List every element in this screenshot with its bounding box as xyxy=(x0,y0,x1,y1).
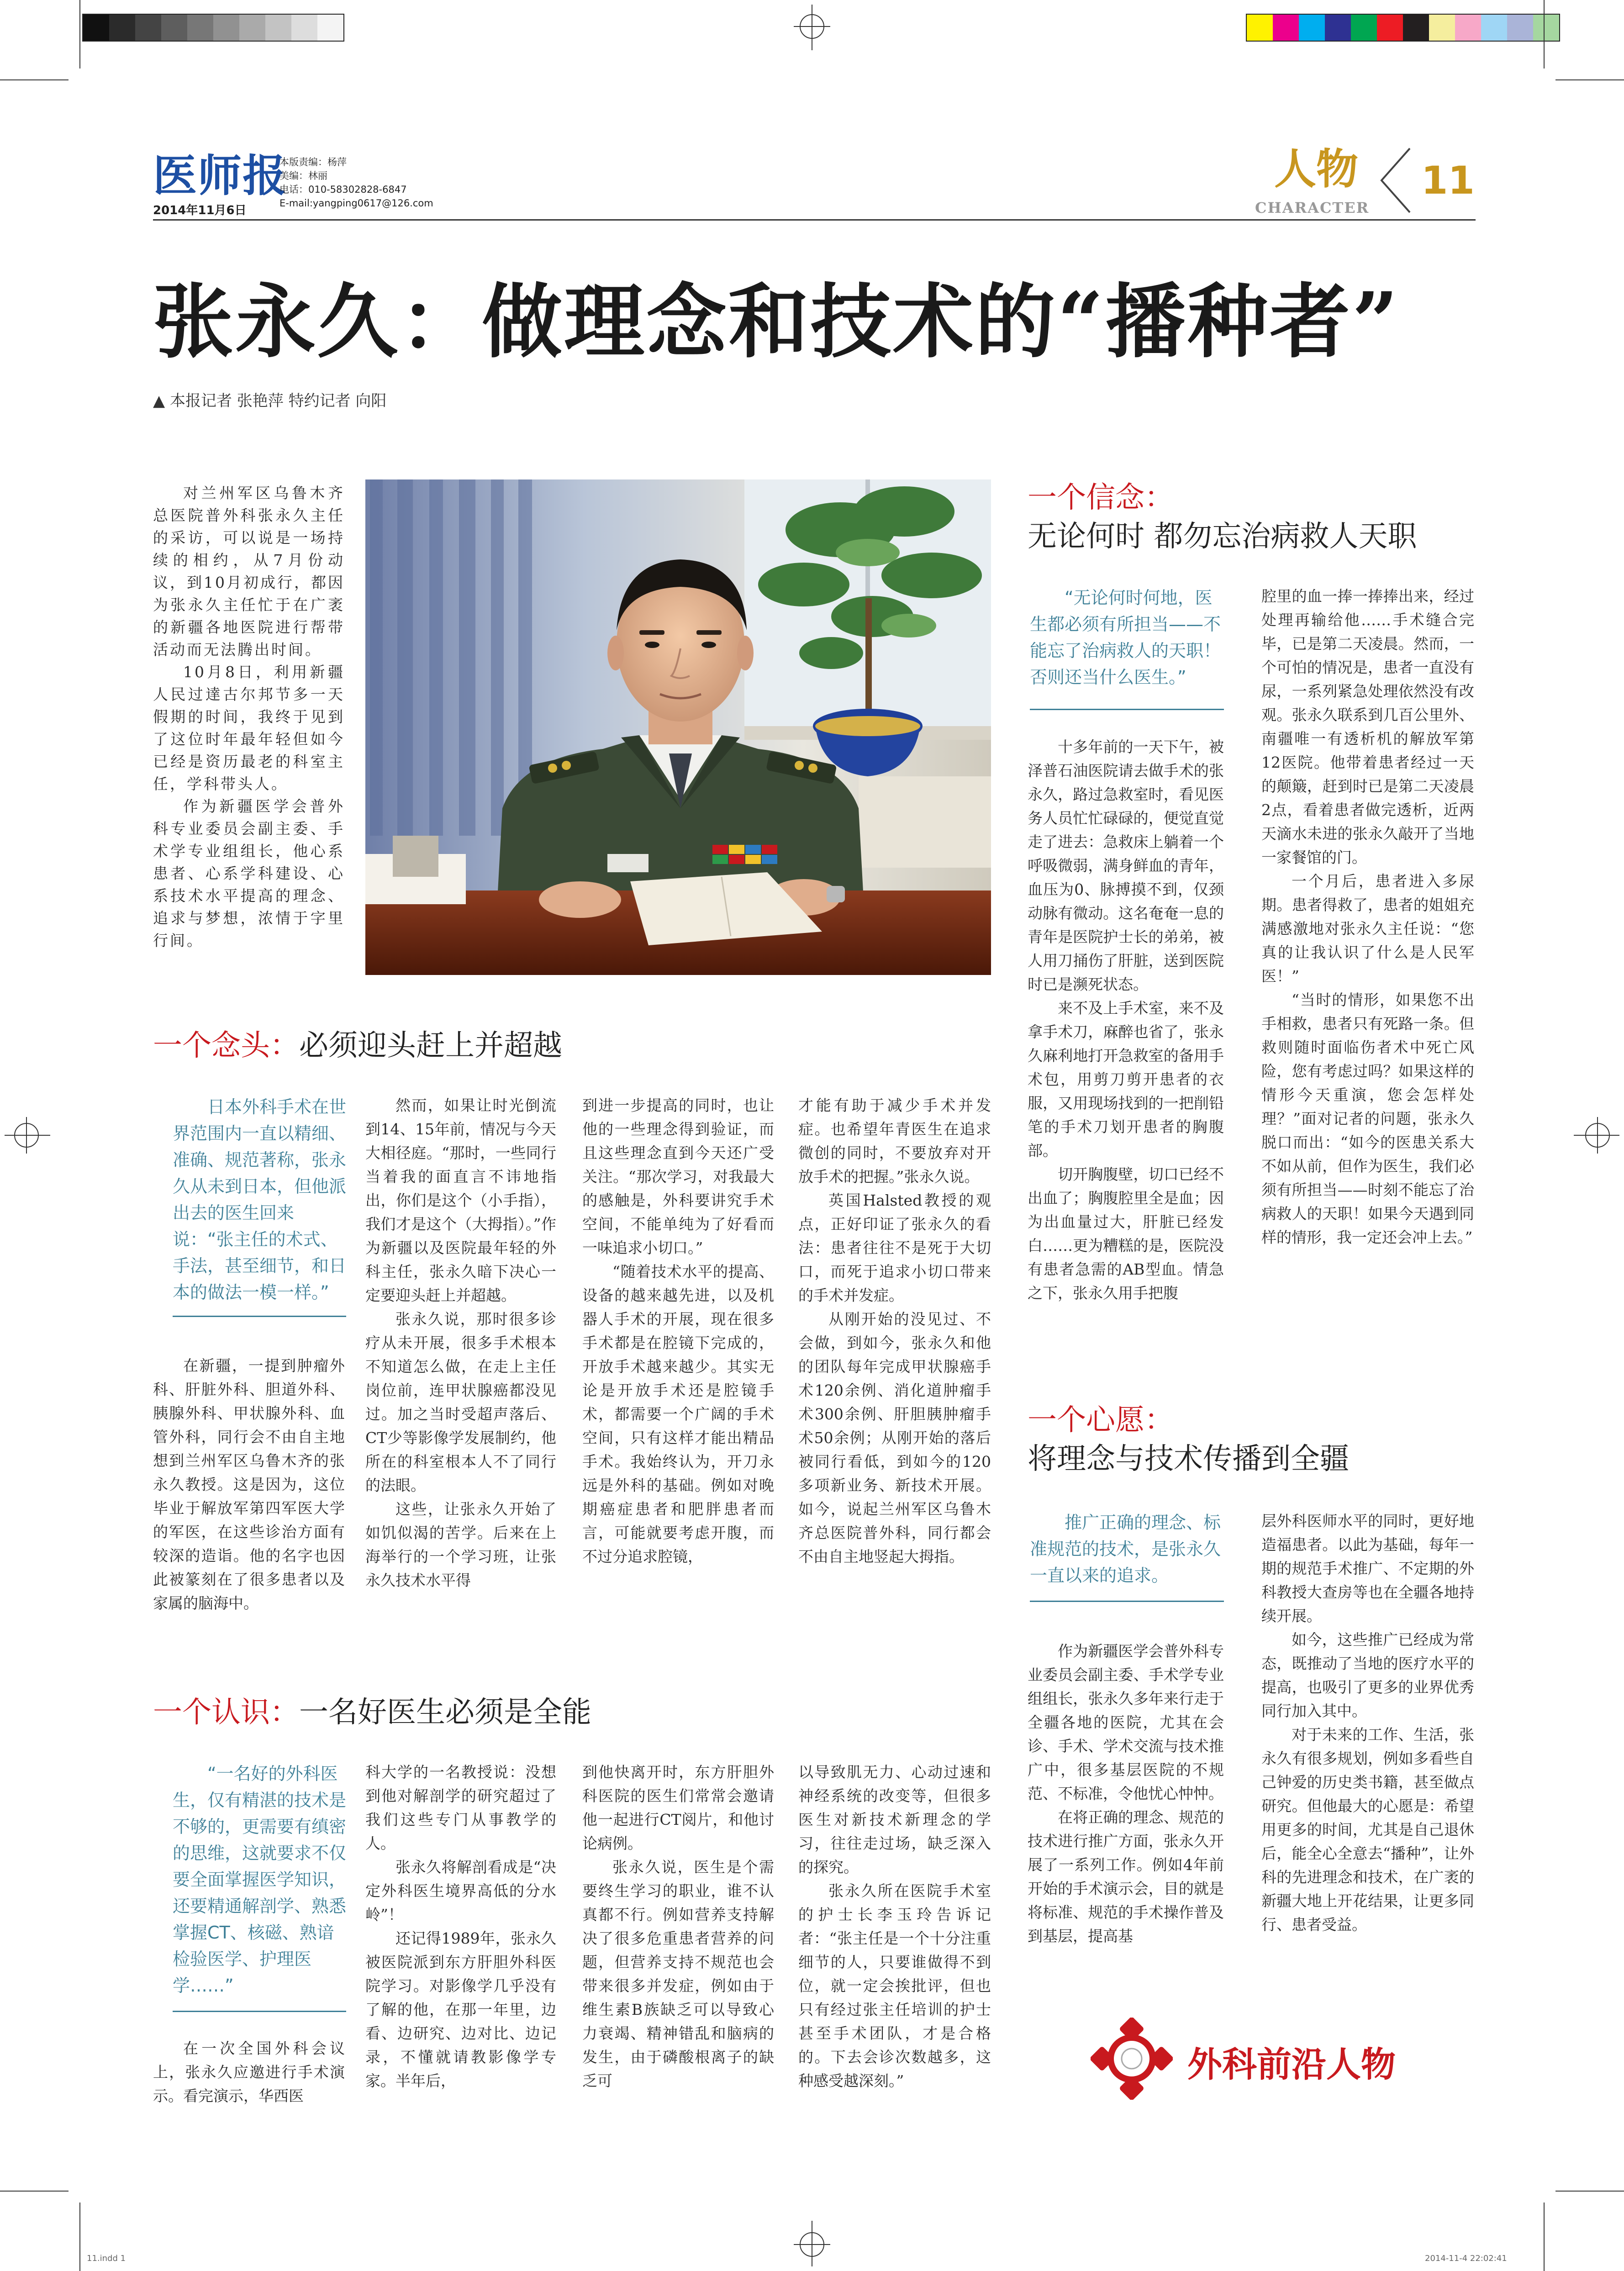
body-paragraph: 对于未来的工作、生活，张永久有很多规划，例如多看些自己钟爱的历史类书籍，甚至做点研究。但他最大的心愿是：希望用更多的时间，尤其是自己退休后，能全心全意去“播种”，让外科的先进理念和技术，在广袤的新疆大地上开花结果，让更多同行、患者受益。 xyxy=(1261,1726,1474,1934)
color-swatch xyxy=(1507,15,1533,41)
newspaper-logo: 医师报 xyxy=(153,150,287,201)
gray-swatch xyxy=(109,15,135,41)
body-paragraph: 张永久说，那时很多诊疗从未开展，很多手术根本不知道怎么做，在走上主任岗位前，连甲状腺癌都没见过。加之当时受超声落后、CT少等影像学发展制约，他所在的科室根本人不了同行的法眼。 xyxy=(365,1310,556,1494)
column-badge-label: 外科前沿人物 xyxy=(1187,2044,1396,2085)
body-paragraph: 才能有助于减少手术并发症。也希望年青医生在追求微创的同时，不要放弃对开放手术的把握。”张永久说。 xyxy=(798,1096,991,1186)
editor-info xyxy=(279,155,433,210)
gray-swatch xyxy=(83,15,109,41)
pull-quote-text: “一名好的外科医生，仅有精湛的技术是不够的，更需要有缜密的思维，这就要求不仅要全面掌握医学知识，还要精通解剖学、熟悉掌握CT、核磁、熟谙检验医学、护理医学……” xyxy=(173,1764,347,1996)
military-officer-illustration xyxy=(365,479,991,975)
body-paragraph: 十多年前的一天下午，被泽普石油医院请去做手术的张永久，路过急救室时，看见医务人员忙忙碌碌的，便觉直觉走了进去：急救床上躺着一个呼吸微弱，满身鲜血的青年，血压为0、脉搏摸不到，仅颈动脉有微动。这名奄奄一息的青年是医院护士长的弟弟，被人用刀捅伤了肝脏，送到医院时已是濒死状态。 xyxy=(1028,738,1224,993)
body-paragraph: 到进一步提高的同时，也让他的一些理念得到验证，而且这些理念直到今天还广受关注。“那次学习，对我最大的感触是，外科要讲究手术空间，不能单纯为了好看而一味追求小切口。” xyxy=(582,1096,774,1257)
issue-date: 2014年11月6日 xyxy=(153,204,247,217)
article-title: 张永久：做理念和技术的“播种者” xyxy=(153,274,1400,369)
color-swatch xyxy=(1533,15,1559,41)
body-paragraph: 然而，如果让时光倒流到14、15年前，情况与今天大相径庭。“那时，一些同行当着我的面直言不讳地指出，你们是这个（小手指），我们才是这个（大拇指）。”作为新疆以及医院最年轻的外科主任，张永久暗下决心一定要迎头赶上并超越。 xyxy=(365,1096,556,1304)
gray-swatch xyxy=(187,15,213,41)
masthead-rule xyxy=(153,219,1476,221)
body-paragraph: 张永久将解剖看成是“决定外科医生境界高低的分水岭”！ xyxy=(365,1858,556,1923)
section-tag: 一个念头： xyxy=(153,1029,299,1063)
color-swatch-strip xyxy=(1246,14,1560,42)
column-logo-icon xyxy=(1091,2018,1173,2100)
color-swatch xyxy=(1377,15,1403,41)
body-paragraph: 张永久说，医生是个需要终生学习的职业，谁不认真都不行。例如营养支持解决了很多危重患者营养的问题，但营养支持不规范也会带来很多并发症，例如由于维生素B族缺乏可以导致心力衰竭、精神错乱和脑病的发生，由于磷酸根离子的缺乏可 xyxy=(582,1858,774,2090)
lead-text xyxy=(153,482,345,952)
section-tag: 一个认识： xyxy=(153,1696,299,1729)
pull-quote-belief xyxy=(1030,585,1224,710)
lead-paragraph: 对兰州军区乌鲁木齐总医院普外科张永久主任的采访，可以说是一场持续的相约，从7月份动议，到10月初成行，都因为张永久主任忙于在广袤的新疆各地医院进行帮带活动而无法腾出时间。 xyxy=(153,484,345,659)
gray-swatch-strip xyxy=(82,14,344,42)
body-paragraph: 在将正确的理念、规范的技术进行推广方面，张永久开展了一系列工作。例如4年前开始的手术演示会，目的就是将标准、规范的手术操作普及到基层，提高基 xyxy=(1028,1808,1224,1945)
body-paragraph: 在一次全国外科会议上，张永久应邀进行手术演示。看完演示，华西医 xyxy=(153,2039,345,2105)
idea-column-2 xyxy=(365,1094,556,1592)
gray-swatch xyxy=(213,15,239,41)
knowledge-column-1 xyxy=(153,2037,345,2108)
pull-quote-idea xyxy=(173,1094,346,1317)
color-swatch xyxy=(1299,15,1325,41)
body-paragraph: 一个月后，患者进入多尿期。患者得救了，患者的姐姐充满感激地对张永久主任说：“您真的让我认识了什么是人民军医！” xyxy=(1261,872,1474,985)
pull-quote-text: “无论何时何地，医生都必须有所担当——不能忘了治病救人的天职！否则还当什么医生。” xyxy=(1030,588,1221,687)
phone-line: 电话：010-58302828-6847 xyxy=(279,184,407,195)
body-paragraph: 还记得1989年，张永久被医院派到东方肝胆外科医院学习。对影像学几乎没有了解的他，在那一年里，边看、边研究、边对比、边记录，不懂就请教影像学专家。半年后， xyxy=(365,1929,556,2090)
portrait-photo xyxy=(365,479,991,975)
pull-quote-knowledge xyxy=(173,1760,346,2012)
gray-swatch xyxy=(265,15,291,41)
section-heading-idea xyxy=(153,1027,562,1064)
idea-column-4 xyxy=(798,1094,991,1569)
section-tag: 一个信念： xyxy=(1028,481,1174,515)
body-paragraph: 切开胸腹壁，切口已经不出血了；胸腹腔里全是血；因为出血量过大，肝脏已经发白……更为糟糕的是，医院没有患者急需的AB型血。情急之下，张永久用手把腹 xyxy=(1028,1165,1224,1302)
section-subtitle: 一名好医生必须是全能 xyxy=(299,1696,591,1729)
body-paragraph: 如今，这些推广已经成为常态，既推动了当地的医疗水平的提高，也吸引了更多的业界优秀同行加入其中。 xyxy=(1261,1631,1474,1720)
body-paragraph: 作为新疆医学会普外科专业委员会副主委、手术学专业组组长，张永久多年来行走于全疆各地的医院，尤其在会诊、手术、学术交流与技术推广中，很多基层医院的不规范、不标准，令他忧心忡忡。 xyxy=(1028,1642,1224,1802)
knowledge-column-2 xyxy=(365,1760,556,2093)
lead-paragraph: 10月8日，利用新疆人民过達古尔邦节多一天假期的时间，我终于见到了这位时年最年轻但如今已经是资历最老的科室主任，学科带头人。 xyxy=(153,663,345,793)
color-swatch xyxy=(1325,15,1351,41)
color-swatch xyxy=(1403,15,1429,41)
body-paragraph: 从刚开始的没见过、不会做，到如今，张永久和他的团队每年完成甲状腺癌手术120余例、消化道肿瘤手术300余例、肝胆胰肿瘤手术50余例；从刚开始的落后被同行看低，到如今的120多项新业务、新技术开展。如今，说起兰州军区乌鲁木齐总医院普外科，同行都会不由自主地竖起大拇指。 xyxy=(798,1310,991,1565)
section-subtitle-belief: 无论何时 都勿忘治病救人天职 xyxy=(1028,520,1417,553)
belief-column-2 xyxy=(1261,585,1474,1249)
body-paragraph: 来不及上手术室，来不及拿手术刀，麻醉也省了，张永久麻利地打开急救室的备用手术包，用剪刀剪开患者的衣服，又用现场找到的一把削铅笔的手术刀划开患者的胸腹部。 xyxy=(1028,999,1224,1159)
section-tag: 一个心愿： xyxy=(1028,1403,1174,1437)
lead-paragraph: 作为新疆医学会普外科专业委员会副主委、手术学专业组组长，他心系患者、心系学科建设、心系技术水平提高的理念、追求与梦想，浓情于字里行间。 xyxy=(153,797,345,949)
byline: ▲ 本报记者 张艳萍 特约记者 向阳 xyxy=(153,392,387,410)
idea-column-1 xyxy=(153,1354,345,1615)
section-label-cn: 人物 xyxy=(1274,144,1359,194)
designer-line: 美编：林丽 xyxy=(279,170,327,181)
timestamp-slug: 2014-11-4 22:02:41 xyxy=(1425,2254,1507,2263)
body-paragraph: 层外科医师水平的同时，更好地造福患者。以此为基础，每年一期的规范手术推广、不定期的外科教授大查房等也在全疆各地持续开展。 xyxy=(1261,1512,1474,1625)
body-paragraph: “当时的情形，如果您不出手相救，患者只有死路一条。但救则随时面临伤者术中死亡风险，您有考虑过吗？如果这样的情形今天重演，您会怎样处理？”面对记者的问题，张永久脱口而出：“如今的医患关系大不如从前，但作为医生，我们必须有所担当——时刻不能忘了治病救人的天职！如果今天遇到同样的情形，我一定还会冲上去。” xyxy=(1261,991,1474,1246)
wish-column-1 xyxy=(1028,1639,1224,1948)
body-paragraph: 科大学的一名教授说：没想到他对解剖学的研究超过了我们这些专门从事教学的人。 xyxy=(365,1763,556,1852)
gray-swatch xyxy=(161,15,187,41)
idea-column-3 xyxy=(582,1094,774,1569)
belief-column-1 xyxy=(1028,735,1224,1305)
gray-swatch xyxy=(135,15,161,41)
body-paragraph: 到他快离开时，东方肝胆外科医院的医生们常常会邀请他一起进行CT阅片，和他讨论病例。 xyxy=(582,1763,774,1852)
section-subtitle-wish: 将理念与技术传播到全疆 xyxy=(1028,1442,1349,1476)
gray-swatch xyxy=(239,15,265,41)
knowledge-column-3 xyxy=(582,1760,774,2093)
chevron-divider-icon xyxy=(1377,146,1413,215)
pull-quote-wish xyxy=(1030,1509,1224,1602)
section-subtitle: 必须迎头赶上并超越 xyxy=(299,1029,562,1063)
pull-quote-text: 推广正确的理念、标准规范的技术，是张永久一直以来的追求。 xyxy=(1030,1512,1221,1586)
body-paragraph: 在新疆，一提到肿瘤外科、肝脏外科、胆道外科、胰腺外科、甲状腺外科、血管外科，同行会不由自主地想到兰州军区乌鲁木齐的张永久教授。这是因为，这位毕业于解放军第四军医大学的军医，在这些诊治方面有较深的造诣。他的名字也因此被篆刻在了很多患者以及家属的脑海中。 xyxy=(153,1357,345,1612)
color-swatch xyxy=(1455,15,1481,41)
body-paragraph: 腔里的血一捧一捧捧出来，经过处理再输给他……手术缝合完毕，已是第二天凌晨。然而，一个可怕的情况是，患者一直没有尿，一系列紧急处理依然没有改观。张永久联系到几百公里外、南疆唯一有透析机的解放军第12医院。他带着患者经过一天的颠簸，赶到时已是第二天凌晨2点，看着患者做完透析，近两天滴水未进的张永久敲开了当地一家餐馆的门。 xyxy=(1261,587,1474,866)
section-heading-wish xyxy=(1028,1402,1174,1438)
color-swatch xyxy=(1351,15,1377,41)
page-number: 11 xyxy=(1421,158,1475,203)
body-paragraph: 这些，让张永久开始了如饥似渴的苦学。后来在上海举行的一个学习班，让张永久技术水平得 xyxy=(365,1500,556,1589)
body-paragraph: “随着技术水平的提高、设备的越来越先进，以及机器人手术的开展，现在很多手术都是在腔镜下完成的，开放手术越来越少。其实无论是开放手术还是腔镜手术，都需要一个广阔的手术空间，只有这样才能出精品手术。我始终认为，开刀永远是外科的基础。例如对晚期癌症患者和肥胖患者而言，可能就要考虑开腹，而不过分追求腔镜， xyxy=(582,1263,774,1565)
body-paragraph: 张永久所在医院手术室的护士长李玉玲告诉记者：“张主任是一个十分注重细节的人，只要谁做得不到位，就一定会挨批评，但也只有经过张主任培训的护士甚至手术团队，才是合格的。下去会诊次数越多，这种感受越深刻。” xyxy=(798,1882,991,2090)
wish-column-2 xyxy=(1261,1509,1474,1937)
body-paragraph: 以导致肌无力、心动过速和神经系统的改变等，但很多医生对新技术新理念的学习，往往走过场，缺乏深入的探究。 xyxy=(798,1763,991,1876)
gray-swatch xyxy=(291,15,317,41)
color-swatch xyxy=(1247,15,1273,41)
editor-line: 本版责编：杨萍 xyxy=(279,157,347,168)
color-swatch xyxy=(1429,15,1455,41)
section-label-en: CHARACTER xyxy=(1255,199,1370,216)
knowledge-column-4 xyxy=(798,1760,991,2093)
section-heading-belief xyxy=(1028,479,1174,516)
body-paragraph: 英国Halsted教授的观点，正好印证了张永久的看法：患者往往不是死于大切口，而死于追求小切口带来的手术并发症。 xyxy=(798,1191,991,1304)
pull-quote-text: 日本外科手术在世界范围内一直以精细、准确、规范著称，张永久从未到日本，但他派出去的医生回来说：“张主任的术式、手法，甚至细节，和日本的做法一模一样。” xyxy=(173,1097,347,1302)
color-swatch xyxy=(1273,15,1299,41)
file-slug: 11.indd 1 xyxy=(87,2254,126,2263)
color-swatch xyxy=(1481,15,1507,41)
section-heading-knowledge xyxy=(153,1694,591,1731)
email-line: E-mail:yangping0617@126.com xyxy=(279,198,433,209)
gray-swatch xyxy=(317,15,343,41)
